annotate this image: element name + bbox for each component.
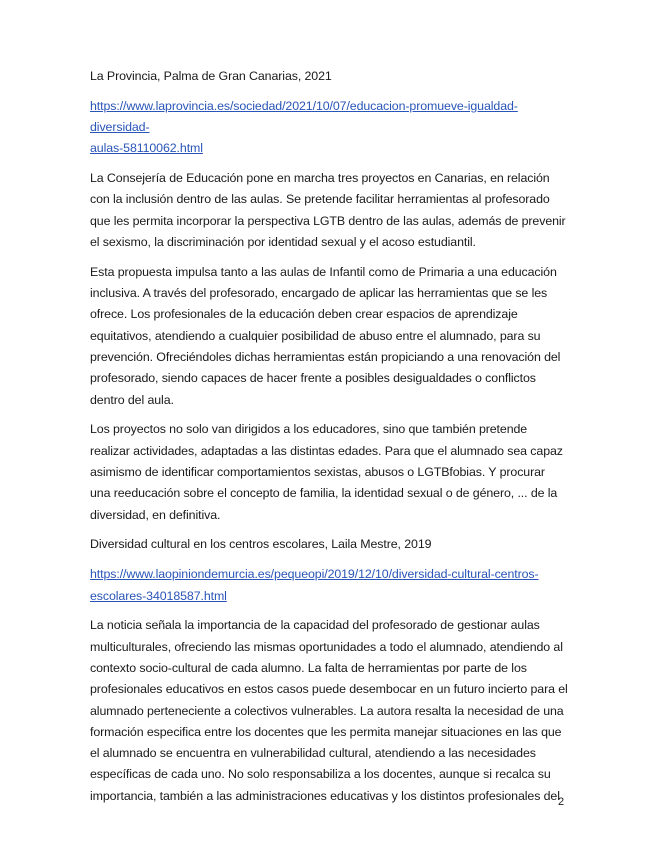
source2-url-link[interactable] [90,564,568,607]
source1-paragraph1: La Consejería de Educación pone en marcha tres proyectos en Canarias, en relación con la inclusión dentro de las aulas. Se pretende facilitar herramientas al profesorado que les permita incorporar la perspectiva LGTB dentro de las aulas, además de prevenir el sexismo, la discriminación por identidad sexual y el acoso estudiantil. [90,171,566,250]
source1-citation: La Provincia, Palma de Gran Canarias, 2021 [90,69,332,83]
source2-link-paragraph [90,564,568,607]
source2-url-line1: https://www.laopiniondemurcia.es/pequeopi/2019/12/10/diversidad-cultural-centros- [90,567,539,582]
source2-url-line2: escolares-34018587.html [90,588,227,603]
source1-url-line2: aulas-58110062.html [90,141,203,156]
document-body [90,66,568,816]
source1-url-line1: https://www.laprovincia.es/sociedad/2021/10/07/educacion-promueve-igualdad-diversidad- [90,98,518,135]
source1-link-paragraph [90,96,568,160]
source1-url-link[interactable] [90,96,568,160]
source1-paragraph2: Esta propuesta impulsa tanto a las aulas de Infantil como de Primaria a una educación inclusiva. A través del profesorado, encargado de aplicar las herramientas que se les ofrece. Los profesionales de la educación deben crear espacios de aprendizaje equitativos, atendiendo a cualquier posibilidad de abuso entre el alumnado, para su prevención. Ofreciéndoles dichas herramientas están propiciando a una renovación del profesorado, siendo capaces de hacer frente a posibles desigualdades o conflictos dentro del aula. [90,264,561,407]
source2-citation: Diversidad cultural en los centros escolares, Laila Mestre, 2019 [90,537,432,552]
source1-paragraph3: Los proyectos no solo van dirigidos a los educadores, sino que también pretende realizar actividades, adaptadas a las distintas edades. Para que el alumnado sea capaz asimismo de identificar comportamientos sexistas, abusos o LGTBfobias. Y procurar una reeducación sobre el concepto de familia, la identidad sexual o de género, ... de la diversidad, en definitiva. [90,422,563,522]
page-number: 2 [558,796,565,808]
source2-paragraph1: La noticia señala la importancia de la capacidad del profesorado de gestionar aulas multiculturales, ofreciendo las mismas oportunidades a todo el alumnado, atendiendo al contexto socio-cultural de cada alumno. La falta de herramientas por parte de los profesionales educativos en estos casos puede desembocar en un futuro incierto para el alumnado perteneciente a colectivos vulnerables. La autora resalta la necesidad de una formación especifica entre los docentes que les permita manejar situaciones en las que el alumnado se encuentra en vulnerabilidad cultural, atendiendo a las necesidades específicas de cada uno. No solo responsabiliza a los docentes, aunque si recalca su importancia, también a las administraciones educativas y los distintos profesionales del [90,618,568,803]
